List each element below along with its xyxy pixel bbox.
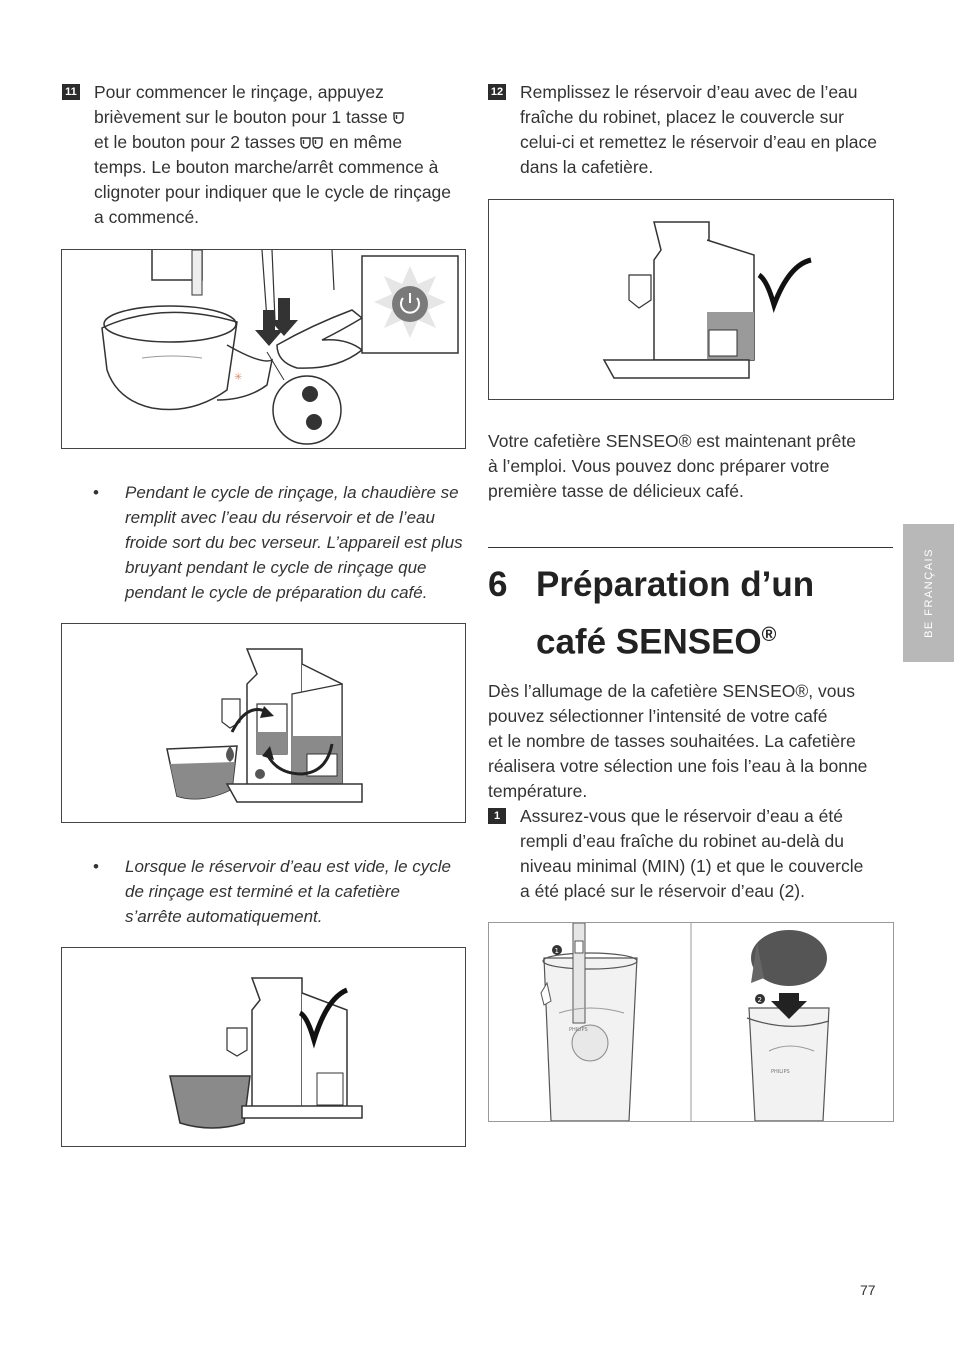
text-line: Dès l’allumage de la cafetière SENSEO®, vous bbox=[488, 681, 855, 701]
section-heading bbox=[488, 560, 898, 668]
text-line: s’arrête automatiquement. bbox=[125, 907, 323, 926]
text-line: et le nombre de tasses souhaitées. La cafetière bbox=[488, 731, 856, 751]
callout-1: 1 bbox=[554, 947, 559, 955]
illustration-fill-and-lid bbox=[488, 922, 894, 1122]
step-12 bbox=[488, 80, 898, 180]
text-line: de rinçage est terminé et la cafetière bbox=[125, 882, 400, 901]
page-number: 77 bbox=[860, 1282, 876, 1298]
ready-paragraph bbox=[488, 429, 898, 504]
text-line: temps. Le bouton marche/arrêt commence à bbox=[94, 157, 439, 177]
text-line: réalisera votre sélection une fois l’eau à la bonne bbox=[488, 756, 868, 776]
language-tab bbox=[903, 524, 954, 662]
text-line: en même bbox=[329, 132, 403, 152]
section-number: 6 bbox=[488, 565, 508, 604]
step-11 bbox=[62, 80, 472, 230]
text-line: clignoter pour indiquer que le cycle de rinçage bbox=[94, 182, 452, 202]
text-line: Assurez-vous que le réservoir d’eau a été bbox=[520, 806, 843, 826]
text-line: niveau minimal (MIN) (1) et que le couvercle bbox=[520, 856, 864, 876]
text-line: a été placé sur le réservoir d’eau (2). bbox=[520, 881, 805, 901]
text-line: a commencé. bbox=[94, 207, 200, 227]
text-line: rempli d’eau fraîche du robinet au-delà du bbox=[520, 831, 844, 851]
text-line: bruyant pendant le cycle de rinçage que bbox=[125, 558, 427, 577]
text-line: à l’emploi. Vous pouvez donc préparer votre bbox=[488, 456, 830, 476]
text-line: Remplissez le réservoir d’eau avec de l’eau bbox=[520, 82, 858, 102]
bullet-dot: • bbox=[93, 483, 99, 502]
language-tab-label: BE FRANÇAIS bbox=[922, 548, 935, 638]
section-title-line: Préparation d’un bbox=[536, 565, 815, 604]
illustration-press-buttons bbox=[61, 249, 466, 449]
section-title-line: café SENSEO bbox=[536, 622, 762, 662]
text-line: pouvez sélectionner l’intensité de votre café bbox=[488, 706, 828, 726]
step-number: 1 bbox=[488, 808, 506, 824]
text-line: première tasse de délicieux café. bbox=[488, 481, 744, 501]
registered-mark: ® bbox=[761, 624, 777, 646]
text-line: dans la cafetière. bbox=[520, 157, 654, 177]
note-rinse-cycle bbox=[93, 480, 473, 605]
step-number: 12 bbox=[488, 84, 506, 100]
svg-text:✳: ✳ bbox=[234, 372, 243, 383]
text-line: froide sort du bec verseur. L’appareil est plus bbox=[125, 533, 463, 552]
text-line: celui-ci et remettez le réservoir d’eau en place bbox=[520, 132, 877, 152]
text-line: brièvement sur le bouton pour 1 tasse bbox=[94, 107, 388, 127]
section-divider bbox=[488, 547, 893, 548]
text-line: température. bbox=[488, 781, 588, 801]
intro-paragraph bbox=[488, 679, 898, 804]
illustration-tank-ready bbox=[488, 199, 894, 400]
brand-label: PHILIPS bbox=[569, 1027, 588, 1033]
text-line: Lorsque le réservoir d’eau est vide, le cycle bbox=[125, 857, 451, 876]
brand-label: PHILIPS bbox=[771, 1069, 790, 1075]
text-line: Pendant le cycle de rinçage, la chaudière se bbox=[125, 483, 459, 502]
bullet-dot: • bbox=[93, 857, 99, 876]
text-line: pendant le cycle de préparation du café. bbox=[125, 583, 428, 602]
two-cups-icon bbox=[300, 137, 324, 149]
text-line: et le bouton pour 2 tasses bbox=[94, 132, 296, 152]
one-cup-icon bbox=[393, 112, 405, 124]
text-line: Votre cafetière SENSEO® est maintenant prête bbox=[488, 431, 856, 451]
text-line: remplit avec l’eau du réservoir et de l’eau bbox=[125, 508, 435, 527]
illustration-rinse-complete bbox=[61, 947, 466, 1147]
step-number: 11 bbox=[62, 84, 80, 100]
step-1 bbox=[488, 804, 898, 904]
text-line: Pour commencer le rinçage, appuyez bbox=[94, 82, 384, 102]
illustration-rinse-cycle bbox=[61, 623, 466, 823]
text-line: fraîche du robinet, placez le couvercle sur bbox=[520, 107, 844, 127]
callout-2: 2 bbox=[757, 996, 762, 1004]
note-rinse-end bbox=[93, 854, 473, 929]
